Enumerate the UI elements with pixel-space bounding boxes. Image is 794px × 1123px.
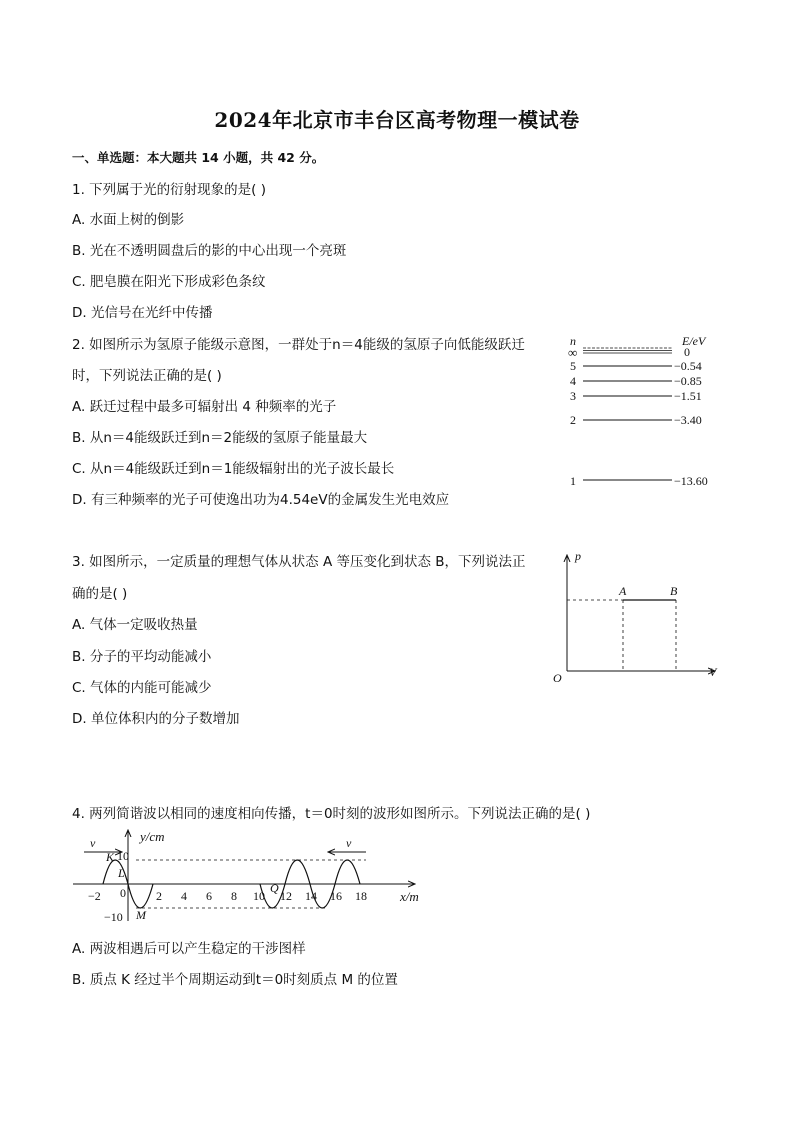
x-tick-label: 4	[181, 889, 187, 903]
energy-level-e: −0.85	[674, 374, 702, 388]
x-axis-label: x/m	[400, 889, 419, 904]
point-m-label: M	[136, 908, 146, 922]
question-3-stem-line-1: 3. 如图所示，一定质量的理想气体从状态 A 等压变化到状态 B，下列说法正	[72, 554, 526, 570]
question-3-option-a: A. 气体一定吸收热量	[72, 617, 198, 633]
question-2-option-c: C. 从n＝4能级跃迁到n＝1能级辐射出的光子波长最长	[72, 461, 395, 477]
energy-level-n: 2	[570, 413, 576, 427]
energy-level-e: −1.51	[674, 389, 702, 403]
question-4-option-b: B. 质点 K 经过半个周期运动到t＝0时刻质点 M 的位置	[72, 972, 398, 988]
question-2-option-d: D. 有三种频率的光子可使逸出功为4.54eV的金属发生光电效应	[72, 492, 450, 508]
question-1-option-d: D. 光信号在光纤中传播	[72, 305, 213, 321]
p-axis-label: p	[575, 549, 581, 563]
question-4-stem: 4. 两列简谐波以相同的速度相向传播，t＝0时刻的波形如图所示。下列说法正确的是( )	[72, 806, 591, 822]
y-tick-label: −10	[104, 910, 123, 924]
energy-level-e: −0.54	[674, 359, 702, 373]
question-1-option-c: C. 肥皂膜在阳光下形成彩色条纹	[72, 274, 266, 290]
pv-diagram	[545, 545, 735, 690]
page-title: 2024年北京市丰台区高考物理一模试卷	[214, 108, 580, 132]
x-tick-label: 14	[305, 889, 317, 903]
right-velocity-label: v	[346, 836, 352, 850]
energy-level-e: 0	[684, 345, 690, 359]
y-axis-label: y/cm	[140, 829, 165, 844]
left-velocity-label: v	[90, 836, 96, 850]
origin-label: O	[553, 671, 562, 685]
question-4-option-a: A. 两波相遇后可以产生稳定的干涉图样	[72, 941, 306, 957]
energy-level-e: −13.60	[674, 474, 708, 488]
v-axis-label: V	[709, 665, 717, 679]
question-1-stem: 1. 下列属于光的衍射现象的是( )	[72, 182, 266, 198]
state-b-label: B	[670, 584, 678, 598]
x-tick-label: 12	[280, 889, 292, 903]
x-tick-label: 6	[206, 889, 212, 903]
question-3-option-b: B. 分子的平均动能减小	[72, 649, 212, 665]
x-tick-label: 16	[330, 889, 342, 903]
question-1-option-b: B. 光在不透明圆盘后的影的中心出现一个亮斑	[72, 243, 347, 259]
question-2-option-b: B. 从n＝4能级跃迁到n＝2能级的氢原子能量最大	[72, 430, 368, 446]
question-2-option-a: A. 跃迁过程中最多可辐射出 4 种频率的光子	[72, 399, 337, 415]
energy-level-diagram	[560, 330, 740, 490]
point-k-label: K	[106, 850, 115, 864]
x-tick-label: 8	[231, 889, 237, 903]
x-tick-label: −2	[88, 889, 101, 903]
energy-level-e: −3.40	[674, 413, 702, 427]
question-1-option-a: A. 水面上树的倒影	[72, 212, 185, 228]
energy-level-n: 4	[570, 374, 576, 388]
question-3-option-c: C. 气体的内能可能减少	[72, 680, 212, 696]
question-2-stem-line-2: 时，下列说法正确的是( )	[72, 368, 222, 384]
state-a-label: A	[619, 584, 627, 598]
energy-level-n: 5	[570, 359, 576, 373]
point-q-label: Q	[270, 881, 279, 895]
energy-level-n: ∞	[568, 345, 578, 360]
energy-level-n: 1	[570, 474, 576, 488]
point-l-label: L	[118, 866, 125, 880]
x-tick-label: 18	[355, 889, 367, 903]
x-tick-label: 10	[253, 889, 265, 903]
wave-diagram	[70, 825, 440, 925]
question-2-stem-line-1: 2. 如图所示为氢原子能级示意图，一群处于n＝4能级的氢原子向低能级跃迁	[72, 337, 525, 353]
y-tick-label: 10	[117, 849, 129, 863]
energy-level-n: 3	[570, 389, 576, 403]
question-3-option-d: D. 单位体积内的分子数增加	[72, 711, 240, 727]
question-3-stem-line-2: 确的是( )	[72, 586, 128, 602]
energy-n-header: n	[570, 334, 576, 348]
x-tick-label: 0	[120, 886, 126, 900]
x-tick-label: 2	[156, 889, 162, 903]
energy-e-header: E/eV	[682, 334, 706, 348]
section-heading: 一、单选题：本大题共 14 小题，共 42 分。	[72, 150, 325, 165]
